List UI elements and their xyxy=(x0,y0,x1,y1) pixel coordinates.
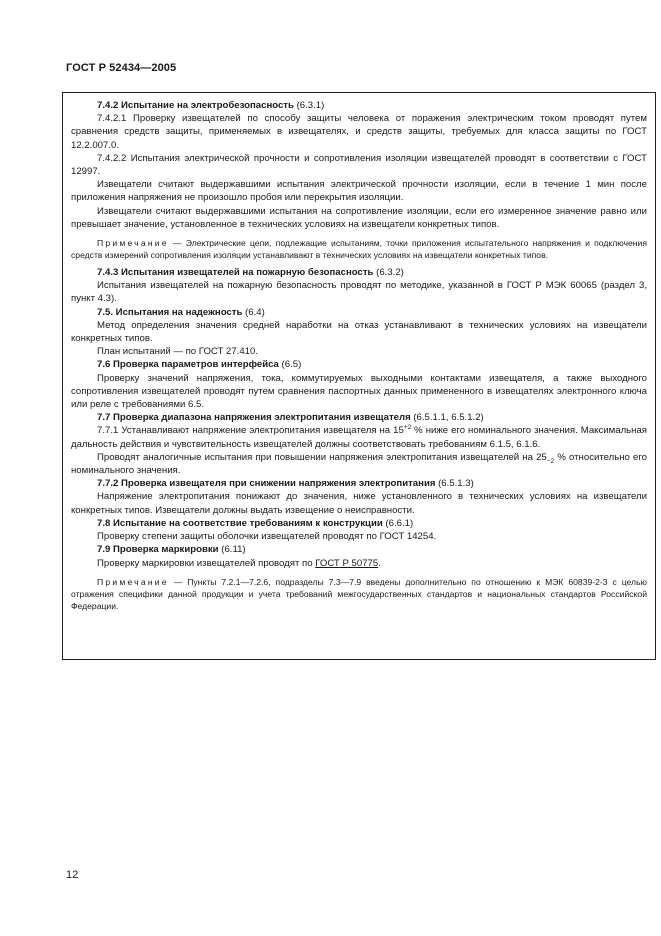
paragraph: Проверку степени защиты оболочки извещателей проводят по ГОСТ 14254. xyxy=(97,531,437,543)
page-number: 12 xyxy=(66,869,79,881)
paragraph: Напряжение электропитания понижают до значения, ниже установленного в технических условиях на извещатели конкретных типов. Извещатели должны выдать извещение о неисправности. xyxy=(71,491,647,516)
section-heading: 7.4.3 Испытания извещателей на пожарную безопасность (6.3.2) xyxy=(97,267,404,279)
content-frame xyxy=(62,92,656,660)
paragraph: 7.4.2.1 Проверку извещателей по способу защиты человека от поражения электрическим током проводят путем сравнения средств защиты, применяемых в извещателях, и средств защиты, требуемых для класса защиты по ГОСТ 12.2.007.0. xyxy=(71,113,647,151)
section-heading: 7.6 Проверка параметров интерфейса (6.5) xyxy=(97,359,302,371)
final-note: Примечание — Пункты 7.2.1—7.2.6, подразделы 7.3—7.9 введены дополнительно по отношению к МЭК 60839-2-3 с целью отражения специфики данной продукции и учета требований межгосударственных стандартов и национальных стандартов Российской Федерации. xyxy=(71,576,647,611)
section-heading: 7.5. Испытания на надежность (6.4) xyxy=(97,306,265,318)
paragraph: План испытаний — по ГОСТ 27.410. xyxy=(97,346,259,358)
paragraph: Испытания извещателей на пожарную безопасность проводят по методике, указанной в ГОСТ Р МЭК 60065 (раздел 3, пункт 4.3). xyxy=(71,280,647,305)
section-heading: 7.4.2 Испытание на электробезопасность (6.3.1) xyxy=(97,100,325,111)
paragraph: Проверку значений напряжения, тока, коммутируемых выходными контактами извещателя, а также выходного сопротивления извещателей проводят путем сравнения паспортных данных примененного в извещателях электронного ключа или реле с требованиями 6.5. xyxy=(71,372,647,411)
paragraph: Извещатели считают выдержавшими испытания электрической прочности изоляции, если в течение 1 мин после приложения напряжения не произошло пробоя или перекрытия изоляции. xyxy=(71,179,647,204)
paragraph: 7.7.1 Устанавливают напряжение электропитания извещателя на $15^{+2}$ % ниже его номинального значения. Максимальная дальность действия и чувствительность извещателей должны соответствовать требованиям 6.1.5, 6.1.6. xyxy=(71,424,647,450)
section-heading: 7.7 Проверка диапазона напряжения электропитания извещателя (6.5.1.1, 6.5.1.2) xyxy=(97,412,484,424)
document-header: ГОСТ Р 52434—2005 xyxy=(66,62,177,74)
paragraph: Проверку маркировки извещателей проводят по ГОСТ Р 50775. xyxy=(97,557,381,569)
section-heading: 7.9 Проверка маркировки (6.11) xyxy=(97,544,246,556)
paragraph: 7.4.2.2 Испытания электрической прочности и сопротивления изоляции извещателей проводят в соответствии с ГОСТ 12997. xyxy=(71,152,647,178)
paragraph: Метод определения значения средней наработки на отказ устанавливают в технических условиях на извещатели конкретных типов. xyxy=(71,319,647,345)
note: Примечание — Электрические цепи, подлежащие испытаниям, точки приложения испытательного напряжения и подключения средств измерений сопротивления изоляции устанавливают в технических условиях на извещатели конкретных типов. xyxy=(71,238,647,261)
paragraph: Проводят аналогичные испытания при повышении напряжения электропитания извещателей на $25_{-2}$ % относительно его номинального значения. xyxy=(71,451,647,477)
standard-reference-link[interactable]: ГОСТ Р 50775 xyxy=(315,557,379,569)
section-heading: 7.8 Испытание на соответствие требованиям к конструкции (6.6.1) xyxy=(97,517,414,529)
paragraph: Извещатели считают выдержавшими испытания на сопротивление изоляции, если его измеренное значение равно или превышает значение, установленное в технических условиях на извещатели конкретных типов. xyxy=(71,205,647,230)
section-heading: 7.7.2 Проверка извещателя при снижении напряжения электропитания (6.5.1.3) xyxy=(97,478,474,490)
